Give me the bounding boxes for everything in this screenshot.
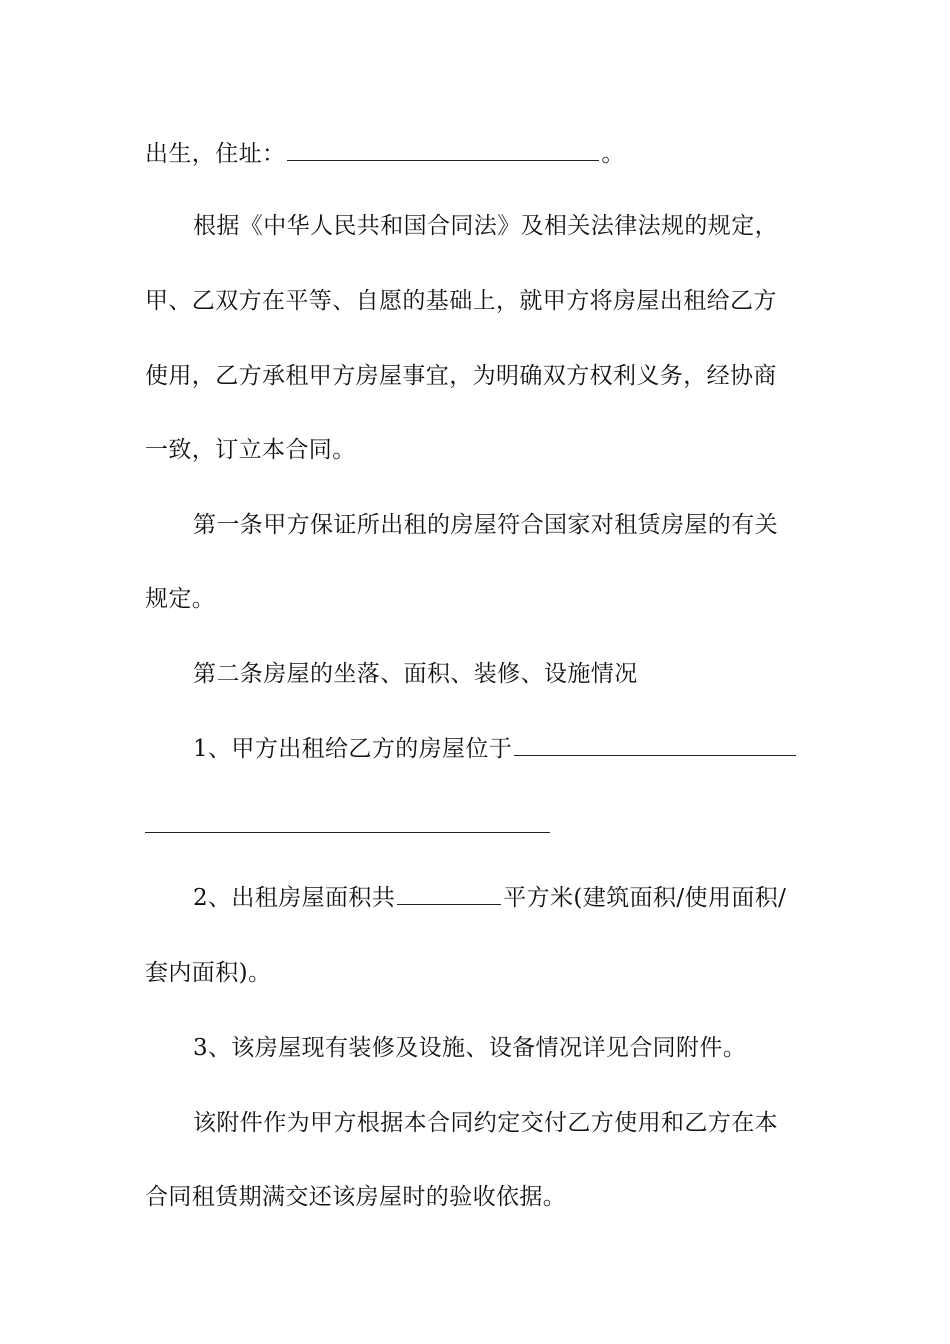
annex-line: 合同租赁期满交还该房屋时的验收依据。 — [145, 1184, 567, 1210]
paragraph-line: 根据《中华人民共和国合同法》及相关法律法规的规定， — [193, 213, 778, 239]
article-1-line: 规定。 — [145, 586, 216, 612]
annex-line: 该附件作为甲方根据本合同约定交付乙方使用和乙方在本 — [193, 1110, 778, 1136]
location-blank-continued — [145, 832, 550, 833]
location-blank — [514, 733, 796, 756]
paragraph-line: 一致，订立本合同。 — [145, 437, 356, 463]
item-2-line — [193, 880, 807, 916]
item-1-label: 1、甲方出租给乙方的房屋位于 — [193, 736, 513, 762]
paragraph-line: 使用，乙方承租甲方房屋事宜，为明确双方权利义务，经协商 — [145, 363, 777, 389]
paragraph-line: 甲、乙双方在平等、自愿的基础上，就甲方将房屋出租给乙方 — [145, 288, 777, 314]
address-end: 。 — [601, 141, 625, 167]
item-2-line: 套内面积)。 — [145, 960, 272, 986]
item-1-line — [193, 731, 807, 767]
article-1-line: 第一条甲方保证所出租的房屋符合国家对租赁房屋的有关 — [193, 512, 778, 538]
article-2-title: 第二条房屋的坐落、面积、装修、设施情况 — [193, 661, 638, 687]
item-2-unit: 平方米(建筑面积/使用面积/ — [503, 885, 787, 911]
item-3-line: 3、该房屋现有装修及设施、设备情况详见合同附件。 — [193, 1035, 747, 1061]
address-blank — [287, 138, 599, 161]
address-label: 出生，住址： — [145, 141, 286, 167]
item-2-label: 2、出租房屋面积共 — [193, 885, 396, 911]
area-blank — [397, 882, 501, 905]
address-line — [145, 136, 807, 172]
